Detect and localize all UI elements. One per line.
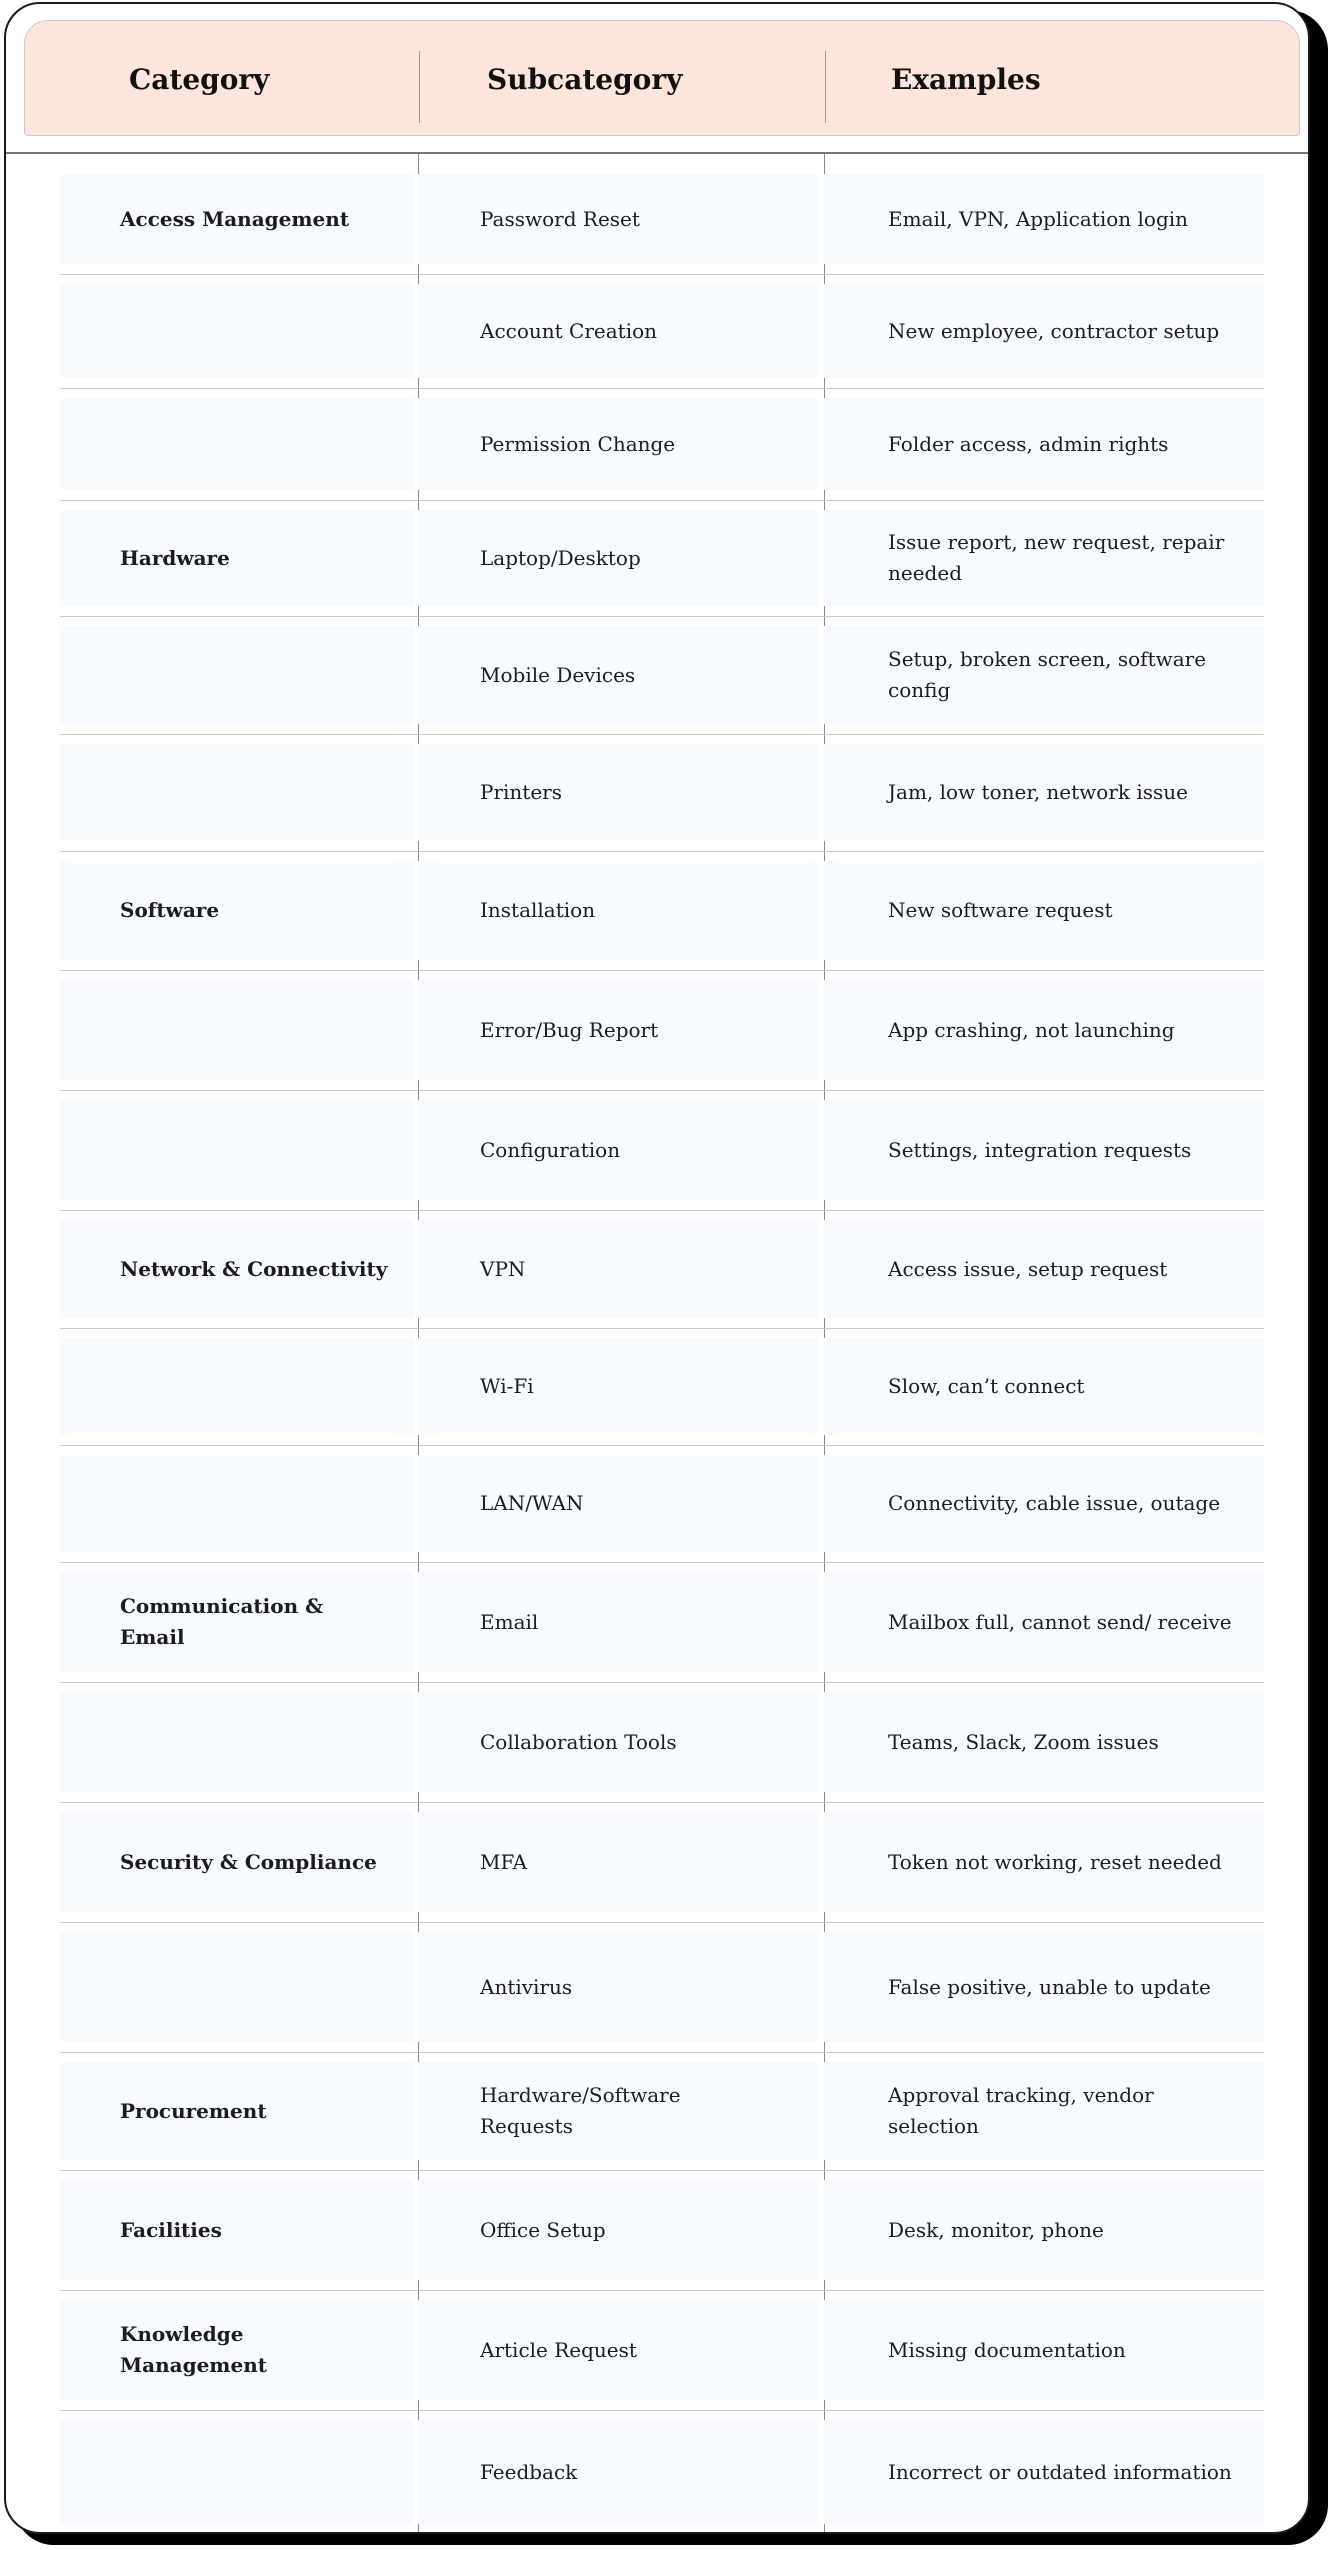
table-row — [60, 2052, 1264, 2170]
examples-cell — [824, 1100, 1264, 1200]
category-cell — [60, 980, 414, 1080]
examples-cell-text: Access issue, setup request — [888, 1256, 1168, 1281]
category-cell — [60, 2300, 414, 2400]
subcategory-cell-text: Account Creation — [480, 318, 658, 343]
examples-cell-text: App crashing, not launching — [888, 1017, 1175, 1042]
category-cell — [60, 1455, 414, 1552]
subcategory-cell — [418, 510, 818, 606]
subcategory-cell-text: VPN — [480, 1256, 526, 1281]
subcategory-cell-text: Feedback — [480, 2459, 578, 2484]
examples-cell-text: Settings, integration requests — [888, 1137, 1192, 1162]
table-row — [60, 851, 1264, 970]
examples-cell-text: Connectivity, cable issue, outage — [888, 1491, 1221, 1515]
subcategory-cell — [418, 1455, 818, 1552]
examples-cell-text: Email, VPN, Application login — [888, 206, 1189, 231]
examples-cell-text: Incorrect or outdated information — [888, 2459, 1232, 2484]
category-cell-text: Procurement — [120, 2098, 267, 2123]
table-row — [60, 500, 1264, 616]
subcategory-cell-text: Error/Bug Report — [480, 1017, 659, 1042]
examples-cell — [824, 1812, 1264, 1912]
category-cell — [60, 1338, 414, 1435]
examples-cell-text: Setup, broken screen, software config — [888, 647, 1207, 702]
table-row — [60, 734, 1264, 851]
subcategory-cell-text: Password Reset — [480, 206, 640, 231]
examples-cell-text: New software request — [888, 898, 1113, 922]
subcategory-cell — [418, 1932, 818, 2042]
category-cell-text: Security & Compliance — [120, 1849, 377, 1874]
subcategory-cell — [418, 2300, 818, 2400]
category-cell — [60, 398, 414, 490]
examples-cell — [824, 398, 1264, 490]
subcategory-cell — [418, 861, 818, 960]
examples-cell — [824, 861, 1264, 960]
category-cell — [60, 1572, 414, 1672]
table-row — [60, 274, 1264, 388]
category-cell — [60, 510, 414, 606]
category-cell — [60, 861, 414, 960]
table-row — [60, 616, 1264, 734]
category-cell-text: Hardware — [120, 545, 230, 570]
category-cell — [60, 1220, 414, 1318]
subcategory-cell — [418, 1338, 818, 1435]
subcategory-cell — [418, 2180, 818, 2280]
category-cell — [60, 1932, 414, 2042]
subcategory-cell-text: Antivirus — [480, 1974, 573, 1999]
examples-cell — [824, 1220, 1264, 1318]
examples-cell — [824, 2062, 1264, 2160]
examples-cell-text: Token not working, reset needed — [888, 1849, 1222, 1874]
examples-cell — [824, 1692, 1264, 1792]
category-cell — [60, 626, 414, 724]
examples-cell — [824, 980, 1264, 1080]
category-cell — [60, 174, 414, 264]
subcategory-cell — [418, 744, 818, 841]
category-cell — [60, 2420, 414, 2524]
examples-cell — [824, 2180, 1264, 2280]
table-row — [60, 1210, 1264, 1328]
examples-cell — [824, 1455, 1264, 1552]
subcategory-cell — [418, 2420, 818, 2524]
category-cell-text: Network & Connectivity — [120, 1256, 388, 1281]
subcategory-cell — [418, 1100, 818, 1200]
table-row — [60, 164, 1264, 274]
table-row — [60, 2410, 1264, 2534]
examples-cell — [824, 2300, 1264, 2400]
header-subcategory: Subcategory — [487, 62, 683, 96]
table-row — [60, 1802, 1264, 1922]
examples-cell — [824, 744, 1264, 841]
examples-cell — [824, 626, 1264, 724]
subcategory-cell — [418, 1572, 818, 1672]
subcategory-cell-text: Laptop/Desktop — [480, 545, 641, 570]
header-examples: Examples — [891, 62, 1041, 96]
table-row — [60, 2290, 1264, 2410]
table-row — [60, 2170, 1264, 2290]
examples-cell-text: New employee, contractor setup — [888, 318, 1220, 343]
header-rule — [6, 152, 1308, 154]
examples-cell-text: Jam, low toner, network issue — [888, 780, 1188, 804]
subcategory-cell-text: Collaboration Tools — [480, 1729, 677, 1754]
header-divider — [825, 51, 826, 123]
category-cell-text: Communication & Email — [120, 1594, 324, 1649]
subcategory-cell — [418, 2062, 818, 2160]
subcategory-cell — [418, 284, 818, 378]
examples-cell — [824, 510, 1264, 606]
subcategory-cell — [418, 1220, 818, 1318]
category-cell — [60, 2180, 414, 2280]
table-row — [60, 1328, 1264, 1445]
subcategory-cell — [418, 1692, 818, 1792]
examples-cell-text: Folder access, admin rights — [888, 431, 1169, 456]
table-header — [24, 20, 1300, 136]
table-row — [60, 1445, 1264, 1562]
category-cell-text: Knowledge Management — [120, 2322, 267, 2377]
subcategory-cell-text: Hardware/Software Requests — [480, 2083, 681, 2138]
examples-cell-text: Teams, Slack, Zoom issues — [888, 1729, 1159, 1754]
subcategory-cell-text: Configuration — [480, 1137, 621, 1162]
category-table-card — [4, 2, 1310, 2534]
category-cell — [60, 1100, 414, 1200]
table-row — [60, 1562, 1264, 1682]
header-category: Category — [129, 62, 270, 96]
subcategory-cell-text: MFA — [480, 1849, 528, 1874]
subcategory-cell — [418, 626, 818, 724]
subcategory-cell-text: Permission Change — [480, 431, 676, 456]
subcategory-cell-text: Printers — [480, 780, 562, 804]
category-cell — [60, 1692, 414, 1792]
header-divider — [419, 51, 420, 123]
subcategory-cell — [418, 1812, 818, 1912]
table-row — [60, 1682, 1264, 1802]
examples-cell — [824, 284, 1264, 378]
subcategory-cell — [418, 174, 818, 264]
table-row — [60, 970, 1264, 1090]
examples-cell — [824, 1932, 1264, 2042]
examples-cell-text: Slow, can’t connect — [888, 1374, 1085, 1398]
examples-cell-text: Issue report, new request, repair needed — [888, 530, 1225, 585]
table-row — [60, 1922, 1264, 2052]
examples-cell-text: Missing documentation — [888, 2337, 1126, 2362]
examples-cell — [824, 1338, 1264, 1435]
subcategory-cell-text: Installation — [480, 898, 596, 922]
examples-cell-text: Desk, monitor, phone — [888, 2217, 1104, 2242]
subcategory-cell-text: Email — [480, 1609, 539, 1634]
category-cell — [60, 284, 414, 378]
table-row — [60, 388, 1264, 500]
examples-cell — [824, 1572, 1264, 1672]
subcategory-cell-text: LAN/WAN — [480, 1491, 584, 1515]
subcategory-cell-text: Mobile Devices — [480, 662, 636, 687]
table-row — [60, 1090, 1264, 1210]
category-cell — [60, 744, 414, 841]
examples-cell — [824, 2420, 1264, 2524]
examples-cell — [824, 174, 1264, 264]
examples-cell-text: Mailbox full, cannot send/ receive — [888, 1609, 1232, 1634]
subcategory-cell — [418, 398, 818, 490]
subcategory-cell-text: Wi-Fi — [480, 1374, 534, 1398]
subcategory-cell-text: Office Setup — [480, 2217, 606, 2242]
category-cell — [60, 1812, 414, 1912]
subcategory-cell-text: Article Request — [480, 2337, 637, 2362]
category-cell — [60, 2062, 414, 2160]
examples-cell-text: False positive, unable to update — [888, 1974, 1211, 1999]
subcategory-cell — [418, 980, 818, 1080]
examples-cell-text: Approval tracking, vendor selection — [888, 2083, 1154, 2138]
category-cell-text: Access Management — [120, 206, 350, 231]
category-cell-text: Software — [120, 898, 220, 922]
category-cell-text: Facilities — [120, 2217, 222, 2242]
